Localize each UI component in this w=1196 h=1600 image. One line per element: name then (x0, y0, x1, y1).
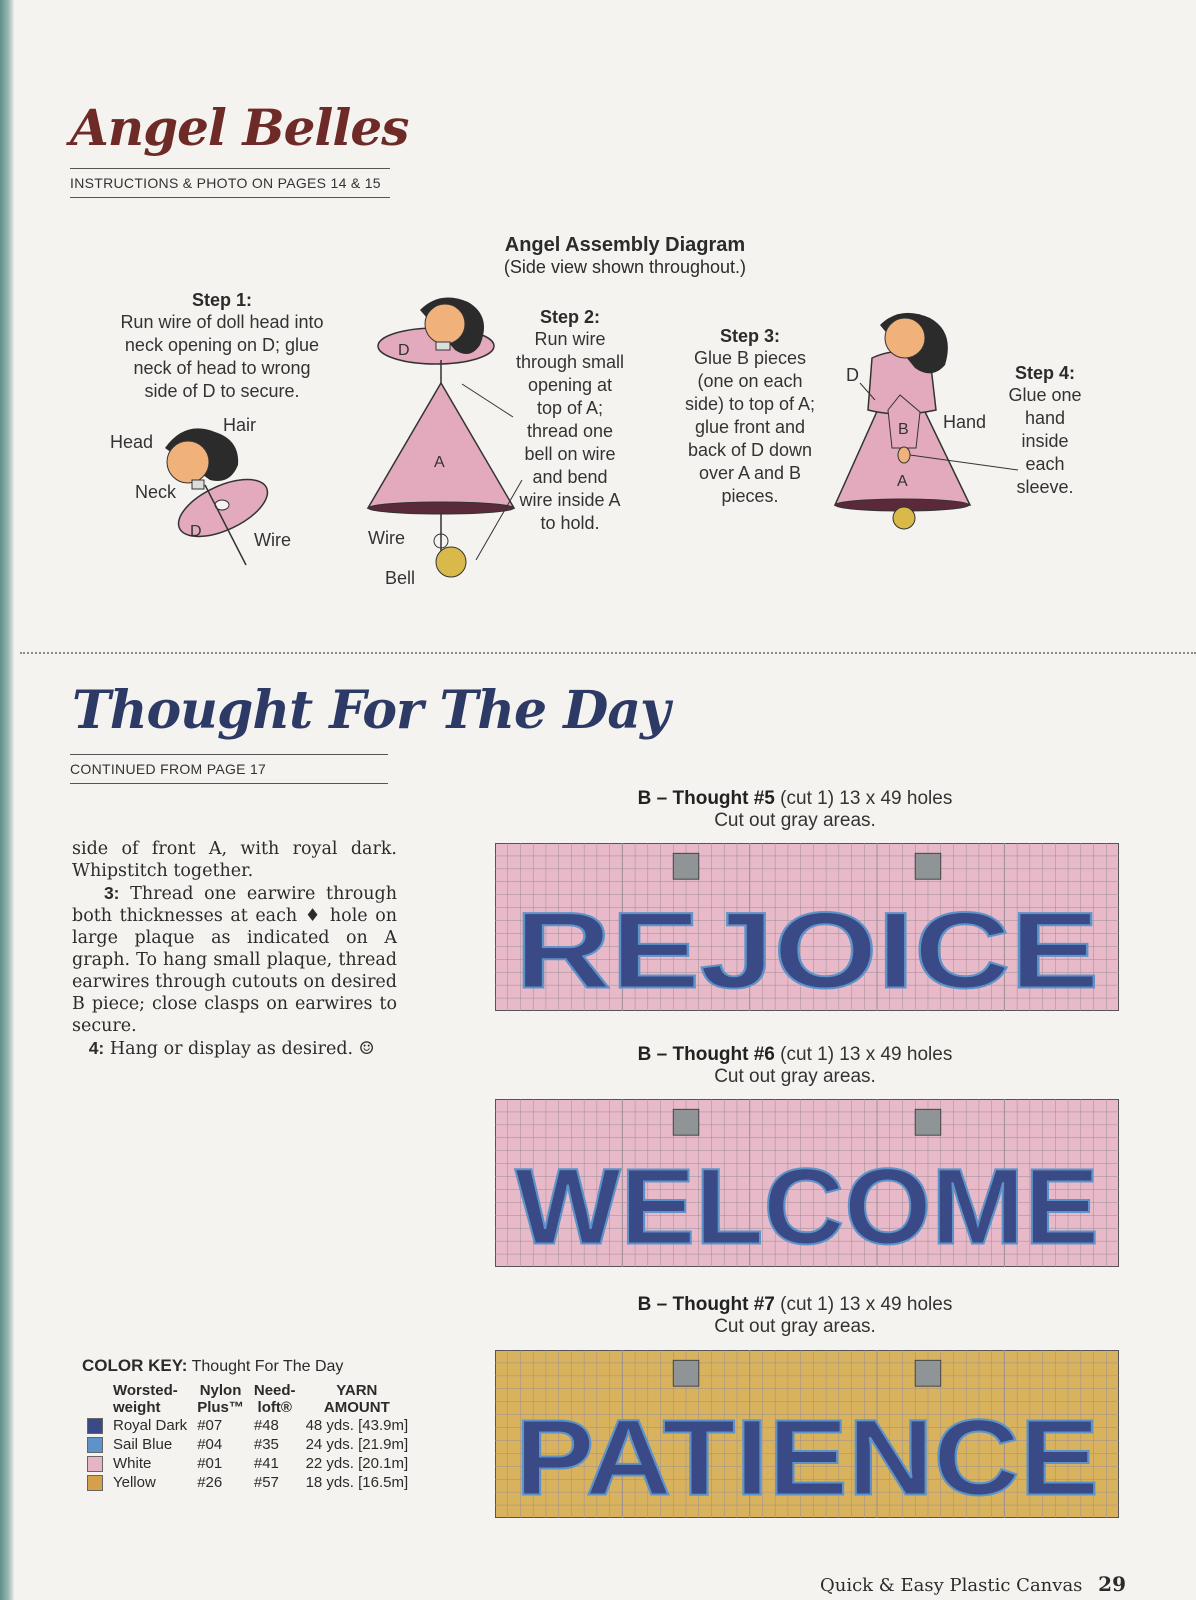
color-key-table (82, 1382, 413, 1492)
cutout-square (673, 1109, 698, 1135)
bell-circle (893, 507, 915, 529)
bell-circle (436, 547, 466, 577)
color-key-title: COLOR KEY: (82, 1356, 188, 1375)
header-amount: YARN AMOUNT (323, 1382, 390, 1416)
swatch (87, 1437, 103, 1453)
hand-shape (898, 447, 910, 463)
chart-note: (cut 1) 13 x 49 holes (780, 788, 953, 809)
step-1-line: neck of head to wrong (133, 358, 311, 378)
instructions-text (72, 838, 397, 1060)
label-d-step3: D (846, 365, 859, 385)
cutout-square (915, 853, 940, 879)
label-head: Head (110, 432, 154, 452)
chart-name: B – Thought #7 (637, 1294, 775, 1315)
thought-6-chart (495, 1099, 1119, 1267)
label-wire-step2: Wire (368, 528, 405, 548)
head-circle (885, 318, 925, 358)
cone-a (368, 383, 514, 508)
step-2-line: opening at (527, 375, 613, 395)
thought-title: Thought For The Day (72, 680, 670, 741)
paragraph-text: side of front A, with royal dark. Whipstitch together. (72, 839, 397, 881)
page-footer (820, 1572, 1126, 1596)
step-4-line: Glue one (1008, 385, 1082, 405)
color-row (82, 1435, 413, 1454)
step-1-line: side of D to secure. (144, 381, 300, 401)
step-1-head: Step 1: (191, 290, 252, 310)
step-2-line: thread one (526, 421, 614, 441)
angel-assembly-illustrations (0, 0, 1196, 640)
step-4-line: hand (1024, 408, 1066, 428)
nylon-number: #04 (197, 1436, 223, 1454)
step-3-line: pieces. (721, 486, 779, 506)
yarn-name: White (113, 1455, 152, 1473)
label-a-step3: A (897, 473, 908, 490)
step-4-line: each (1025, 454, 1065, 474)
label-wire-step1: Wire (254, 530, 291, 550)
color-row (82, 1473, 413, 1492)
chart-caption-7 (490, 1294, 1100, 1338)
page-number: 29 (1098, 1572, 1126, 1596)
color-row (82, 1454, 413, 1473)
swatch (87, 1418, 103, 1434)
cutout-square (673, 1360, 698, 1386)
header-nylon: Nylon Plus™ (197, 1382, 244, 1416)
diagram-subtitle: (Side view shown throughout.) (503, 257, 747, 277)
step-2-line: Run wire (534, 329, 606, 349)
paragraph-text: Thread one earwire through both thicknesses at each ♦ hole on large plaque as indicated on A graph. To hang small plaque, thread earwires through cutouts on desired B piece; close clasps on earwires to secure. (72, 884, 397, 1036)
label-neck: Neck (135, 482, 177, 502)
stitched-word: WELCOME (515, 1145, 1099, 1267)
step-2-line: and bend (532, 467, 608, 487)
pointer-line (462, 384, 513, 417)
head-circle (167, 441, 209, 483)
color-key (82, 1356, 413, 1492)
header-needloft: Need- loft® (253, 1382, 296, 1416)
nylon-number: #01 (197, 1455, 223, 1473)
step-2-line: top of A; (536, 398, 604, 418)
neck-shape (436, 342, 450, 350)
yarn-name: Royal Dark (113, 1417, 188, 1435)
step-3-line: glue front and (694, 417, 806, 437)
step-number: 4: (88, 1038, 105, 1058)
cone-rim (368, 502, 514, 514)
chart-name: B – Thought #6 (637, 1044, 775, 1065)
chart-sub: Cut out gray areas. (714, 810, 876, 831)
paragraph-text: Hang or display as desired. (109, 1039, 354, 1059)
footer-text: Quick & Easy Plastic Canvas (819, 1575, 1083, 1596)
swatch (87, 1475, 103, 1491)
label-bell: Bell (385, 568, 416, 588)
head-circle (425, 304, 465, 344)
yarn-amount: 22 yds. [20.1m] (305, 1455, 409, 1473)
cutout-square (915, 1360, 940, 1386)
needloft-number: #41 (253, 1455, 279, 1473)
label-d-step1: D (190, 523, 202, 540)
needloft-number: #48 (253, 1417, 279, 1435)
yarn-amount: 18 yds. [16.5m] (305, 1474, 409, 1492)
yarn-amount: 48 yds. [43.9m] (305, 1417, 409, 1435)
step-number: 3: (103, 883, 120, 903)
step-1-line: neck opening on D; glue (124, 335, 320, 355)
step-2-line: bell on wire (524, 444, 616, 464)
step-3-line: Glue B pieces (693, 348, 807, 368)
nylon-number: #26 (197, 1474, 223, 1492)
thought-subtitle: CONTINUED FROM PAGE 17 (70, 754, 388, 784)
step-4-line: sleeve. (1016, 477, 1074, 497)
step-2-head: Step 2: (539, 307, 600, 327)
color-row (82, 1416, 413, 1435)
chart-caption-5 (490, 788, 1100, 832)
step-2-line: wire inside A (519, 490, 621, 510)
stitched-word: PATIENCE (515, 1396, 1099, 1518)
needloft-number: #57 (253, 1474, 279, 1492)
step-3-line: over A and B (698, 463, 802, 483)
paragraph (72, 838, 397, 882)
yarn-amount: 24 yds. [21.9m] (305, 1436, 409, 1454)
step-3-line: (one on each (697, 371, 803, 391)
label-a-step2: A (434, 454, 445, 471)
step3-figure (835, 313, 1018, 529)
yarn-name: Yellow (113, 1474, 156, 1492)
diagram-title: Angel Assembly Diagram (504, 234, 746, 256)
color-key-subtitle: Thought For The Day (191, 1358, 344, 1375)
step-2-line: through small (515, 352, 625, 372)
yarn-name: Sail Blue (113, 1436, 173, 1454)
neck-shape (192, 480, 204, 489)
label-hand: Hand (943, 412, 987, 432)
chart-sub: Cut out gray areas. (714, 1316, 876, 1337)
label-d-step2: D (398, 342, 410, 359)
section-divider (20, 652, 1196, 654)
stitched-word: REJOICE (515, 889, 1099, 1011)
chart-sub: Cut out gray areas. (714, 1066, 876, 1087)
step-4-head: Step 4: (1014, 363, 1075, 383)
cutout-square (673, 853, 698, 879)
thought-7-chart (495, 1350, 1119, 1518)
step-3-head: Step 3: (719, 326, 780, 346)
thought-5-chart (495, 843, 1119, 1011)
paragraph (72, 1037, 397, 1060)
header-worsted: Worsted- weight (113, 1382, 178, 1416)
needloft-number: #35 (253, 1436, 279, 1454)
chart-note: (cut 1) 13 x 49 holes (780, 1044, 953, 1065)
angel-title: Angel Belles (70, 98, 409, 157)
step-3-line: side) to top of A; (684, 394, 816, 414)
cutout-square (915, 1109, 940, 1135)
label-hair: Hair (223, 415, 257, 435)
step-2-line: to hold. (540, 513, 600, 533)
label-b-step3: B (898, 421, 909, 438)
step-1-line: Run wire of doll head into (120, 312, 324, 332)
step-4-line: inside (1021, 431, 1069, 451)
paragraph (72, 882, 397, 1037)
end-mark-icon: ☺ (358, 1039, 375, 1059)
chart-name: B – Thought #5 (637, 788, 775, 809)
angel-subtitle: INSTRUCTIONS & PHOTO ON PAGES 14 & 15 (70, 168, 390, 198)
chart-note: (cut 1) 13 x 49 holes (780, 1294, 953, 1315)
swatch (87, 1456, 103, 1472)
chart-caption-6 (490, 1044, 1100, 1088)
nylon-number: #07 (197, 1417, 223, 1435)
step-3-line: back of D down (687, 440, 813, 460)
